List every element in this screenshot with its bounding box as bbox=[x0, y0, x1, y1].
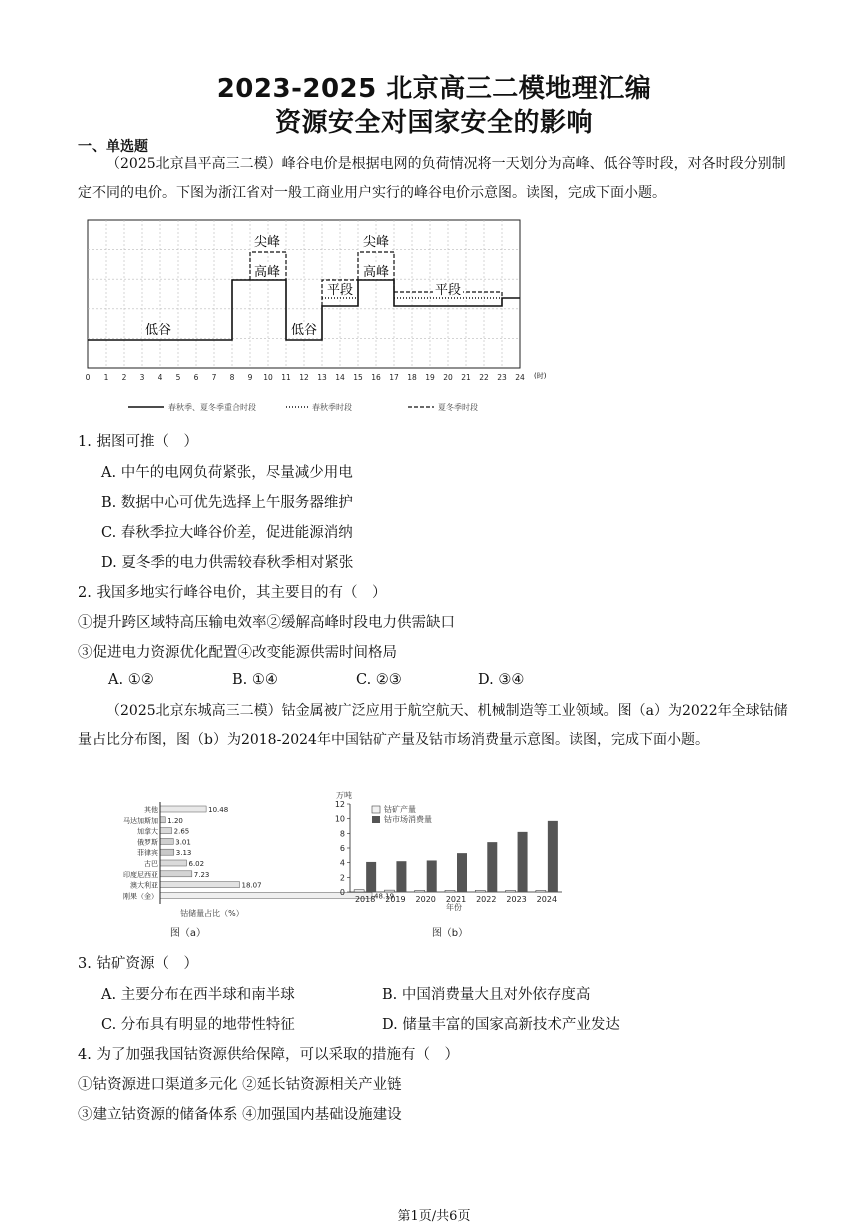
page-title: 2023-2025 北京高三二模地理汇编 bbox=[216, 74, 652, 104]
consumption-bar bbox=[518, 832, 528, 892]
production-bar bbox=[354, 890, 364, 892]
q1-stem: 1. 据图可推（ ） bbox=[78, 434, 198, 450]
reserve-category-label: 加拿大 bbox=[137, 827, 158, 836]
q1-option-c[interactable]: C. 春秋季拉大峰谷价差，促进能源消纳 bbox=[101, 525, 353, 541]
legend-solid-label: 春秋季、夏冬季重合时段 bbox=[168, 403, 256, 412]
cobalt-china-x-tick-label: 2018 bbox=[354, 895, 376, 904]
consumption-bar bbox=[366, 862, 376, 892]
label-flat-noon: 平段 bbox=[326, 283, 354, 298]
label-low-morning: 低谷 bbox=[144, 323, 172, 338]
legend-production-label: 钴矿产量 bbox=[384, 805, 416, 814]
tariff-x-tick-label: 17 bbox=[389, 373, 399, 382]
q2-stem: 2. 我国多地实行峰谷电价，其主要目的有（ ） bbox=[78, 585, 387, 601]
tariff-x-tick-label: 0 bbox=[85, 373, 91, 382]
cobalt-china-y-tick-label: 8 bbox=[339, 829, 345, 839]
q3-stem: 3. 钴矿资源（ ） bbox=[78, 956, 198, 972]
cobalt-china-y-tick-label: 4 bbox=[339, 858, 345, 868]
legend-production-swatch bbox=[372, 806, 380, 813]
q2-statements-1: ①提升跨区域特高压输电效率②缓解高峰时段电力供需缺口 bbox=[78, 615, 455, 631]
tariff-x-unit: (时) bbox=[534, 372, 547, 380]
production-bar bbox=[475, 890, 485, 892]
tariff-x-tick-label: 23 bbox=[497, 373, 507, 382]
tariff-x-tick-label: 11 bbox=[281, 373, 291, 382]
cobalt-china-x-tick-label: 2022 bbox=[476, 895, 497, 904]
consumption-bar bbox=[396, 861, 406, 892]
label-sharp-pm: 尖峰 bbox=[362, 235, 390, 250]
consumption-bar bbox=[427, 860, 437, 892]
q4-stem: 4. 为了加强我国钴资源供给保障，可以采取的措施有（ ） bbox=[78, 1047, 459, 1063]
reserve-value-label: 18.07 bbox=[241, 881, 262, 890]
reserve-value-label: 3.13 bbox=[175, 849, 192, 858]
reserve-value-label: 7.23 bbox=[193, 870, 210, 879]
q3-option-d[interactable]: D. 储量丰富的国家高新技术产业发达 bbox=[382, 1017, 620, 1033]
page-footer: 第1页/共6页 bbox=[397, 1209, 471, 1224]
legend-dotted-label: 春秋季时段 bbox=[312, 403, 352, 412]
reserve-bar bbox=[160, 828, 172, 834]
tariff-x-tick-label: 1 bbox=[103, 373, 109, 382]
label-high-am: 高峰 bbox=[253, 265, 281, 280]
label-flat-evening: 平段 bbox=[434, 283, 462, 298]
tariff-x-tick-label: 14 bbox=[335, 373, 345, 382]
reserve-value-label: 1.20 bbox=[167, 816, 183, 825]
tariff-x-ticks bbox=[86, 373, 525, 382]
reserve-category-label: 澳大利亚 bbox=[130, 881, 158, 890]
q4-statements-1: ①钴资源进口渠道多元化 ②延长钴资源相关产业链 bbox=[78, 1077, 402, 1093]
q1-option-d[interactable]: D. 夏冬季的电力供需较春秋季相对紧张 bbox=[101, 555, 354, 571]
cobalt-china-caption: 图（b） bbox=[431, 928, 469, 939]
tariff-x-tick-label: 4 bbox=[157, 373, 163, 382]
q3-option-b[interactable]: B. 中国消费量大且对外依存度高 bbox=[382, 987, 591, 1003]
reserve-category-label: 菲律宾 bbox=[137, 849, 158, 858]
tariff-x-tick-label: 12 bbox=[299, 373, 309, 382]
tariff-x-tick-label: 22 bbox=[479, 373, 489, 382]
reserve-bar bbox=[160, 838, 173, 844]
reserve-value-label: 6.02 bbox=[188, 860, 205, 868]
reserve-category-label: 印度尼西亚 bbox=[123, 870, 158, 879]
reserve-category-label: 刚果（金） bbox=[123, 892, 158, 901]
tariff-x-tick-label: 7 bbox=[211, 373, 217, 382]
reserve-category-label: 其他 bbox=[144, 806, 158, 814]
q3-option-c[interactable]: C. 分布具有明显的地带性特征 bbox=[101, 1017, 295, 1033]
tariff-x-tick-label: 5 bbox=[175, 373, 181, 382]
consumption-bar bbox=[457, 853, 467, 892]
q4-statements-2: ③建立钴资源的储备体系 ④加强国内基础设施建设 bbox=[78, 1107, 402, 1123]
q2-option-c[interactable]: C. ②③ bbox=[356, 672, 402, 688]
tariff-chart bbox=[78, 214, 568, 420]
reserve-value-label: 2.65 bbox=[173, 827, 190, 836]
label-sharp-am: 尖峰 bbox=[253, 235, 281, 250]
q2-option-b[interactable]: B. ①④ bbox=[232, 672, 278, 688]
tariff-x-tick-label: 20 bbox=[443, 373, 453, 382]
tariff-x-tick-label: 18 bbox=[407, 373, 417, 382]
legend-consumption-label: 钴市场消费量 bbox=[384, 815, 432, 824]
reserve-bar bbox=[160, 806, 206, 812]
reserve-bar bbox=[160, 817, 165, 823]
tariff-x-tick-label: 10 bbox=[263, 373, 273, 382]
cobalt-china-ylabel: 万吨 bbox=[336, 791, 352, 800]
cobalt-china-x-tick-label: 2020 bbox=[415, 895, 436, 904]
q1-option-a[interactable]: A. 中午的电网负荷紧张，尽量减少用电 bbox=[101, 465, 353, 481]
reserve-category-label: 马达加斯加 bbox=[123, 816, 158, 825]
tariff-x-tick-label: 8 bbox=[229, 373, 235, 382]
reserve-bar bbox=[160, 871, 192, 877]
reserve-bar bbox=[160, 882, 240, 888]
cobalt-china-chart bbox=[328, 788, 566, 944]
cobalt-china-x-tick-label: 2024 bbox=[536, 895, 558, 904]
tariff-x-tick-label: 16 bbox=[371, 373, 381, 382]
q2-option-a[interactable]: A. ①② bbox=[108, 672, 154, 688]
cobalt-china-y-tick-label: 6 bbox=[339, 844, 345, 853]
cobalt-china-x-tick-label: 2021 bbox=[445, 895, 467, 904]
tariff-x-tick-label: 19 bbox=[425, 373, 435, 382]
reserve-value-label: 10.48 bbox=[208, 806, 229, 814]
production-bar bbox=[445, 890, 455, 892]
q2-statements-2: ③促进电力资源优化配置④改变能源供需时间格局 bbox=[78, 645, 397, 661]
page-subtitle: 资源安全对国家安全的影响 bbox=[274, 108, 593, 138]
production-bar bbox=[506, 890, 516, 892]
reserve-category-label: 俄罗斯 bbox=[137, 838, 158, 847]
reserve-category-label: 古巴 bbox=[144, 860, 158, 868]
cobalt-china-y-tick-label: 0 bbox=[339, 888, 345, 897]
cobalt-china-y-tick-label: 2 bbox=[339, 873, 345, 883]
q3-option-a[interactable]: A. 主要分布在西半球和南半球 bbox=[101, 987, 295, 1003]
production-bar bbox=[384, 890, 394, 892]
tariff-x-tick-label: 6 bbox=[193, 373, 199, 382]
tariff-x-tick-label: 13 bbox=[317, 373, 327, 382]
tariff-x-tick-label: 21 bbox=[461, 373, 471, 382]
tariff-x-tick-label: 3 bbox=[139, 373, 145, 382]
consumption-bar bbox=[487, 842, 497, 892]
reserve-bar bbox=[160, 849, 174, 855]
consumption-bar bbox=[548, 821, 558, 892]
cobalt-china-x-tick-label: 2023 bbox=[506, 895, 527, 904]
cobalt-china-y-tick-label: 10 bbox=[334, 814, 345, 824]
cobalt-china-x-tick-label: 2019 bbox=[385, 895, 406, 904]
production-bar bbox=[415, 890, 425, 892]
label-low-noon: 低谷 bbox=[290, 323, 318, 338]
tariff-x-tick-label: 24 bbox=[515, 373, 525, 382]
legend-consumption-swatch bbox=[372, 816, 380, 823]
cobalt-reserve-xlabel: 钴储量占比（%） bbox=[180, 909, 244, 918]
tariff-x-tick-label: 2 bbox=[121, 373, 127, 382]
passage-1: （2025北京昌平高三二模）峰谷电价是根据电网的负荷情况将一天划分为高峰、低谷等时段，对各时段分别制定不同的电价。下图为浙江省对一般工商业用户实行的峰谷电价示意图。读图，完成下面小题。 bbox=[78, 156, 786, 201]
reserve-value-label: 3.01 bbox=[175, 838, 191, 847]
label-high-pm: 高峰 bbox=[362, 265, 390, 280]
q1-option-b[interactable]: B. 数据中心可优先选择上午服务器维护 bbox=[101, 495, 353, 511]
cobalt-reserve-caption: 图（a） bbox=[169, 928, 207, 939]
reserve-bar bbox=[160, 860, 186, 866]
cobalt-china-xlabel: 年份 bbox=[446, 903, 462, 912]
legend-dashed-label: 夏冬季时段 bbox=[438, 403, 478, 412]
passage-2: （2025北京东城高三二模）钴金属被广泛应用于航空航天、机械制造等工业领域。图（a）为2022年全球钴储量占比分布图，图（b）为2018-2024年中国钴矿产量及钴市场消费量示意图。读图，完成下面小题。 bbox=[78, 703, 788, 748]
tariff-x-tick-label: 9 bbox=[247, 373, 253, 382]
section-heading: 一、单选题 bbox=[78, 139, 148, 155]
reserve-value-label: 48.19 bbox=[374, 892, 395, 901]
cobalt-china-y-tick-label: 12 bbox=[334, 800, 345, 809]
q2-option-d[interactable]: D. ③④ bbox=[478, 672, 525, 688]
production-bar bbox=[536, 890, 546, 892]
tariff-x-tick-label: 15 bbox=[353, 373, 363, 382]
